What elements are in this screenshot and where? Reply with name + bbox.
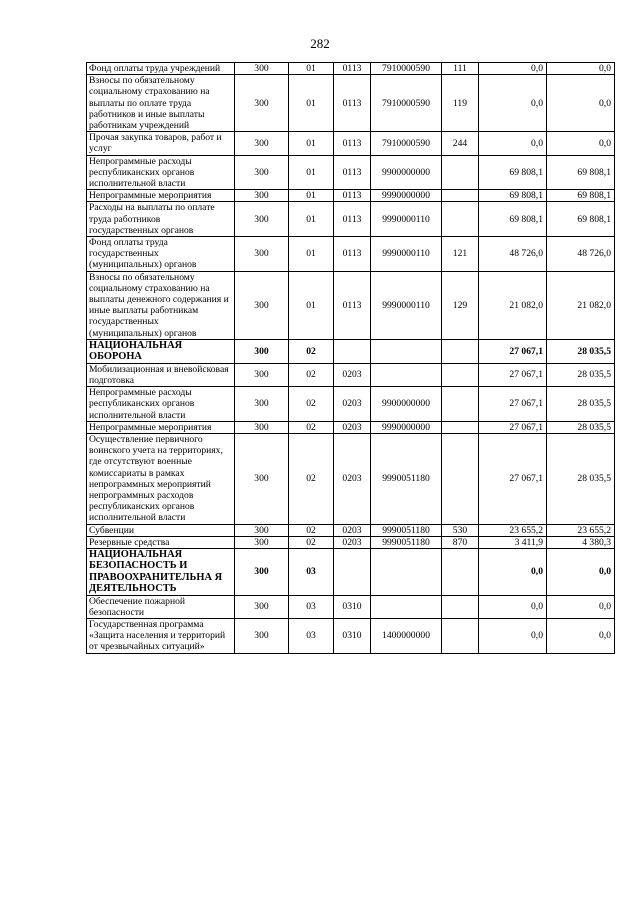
- cell-pr: 0310: [334, 595, 371, 618]
- cell-sum-2: 28 035,5: [547, 363, 615, 386]
- cell-sum-1: 0,0: [479, 618, 547, 653]
- cell-vr: [442, 421, 479, 433]
- cell-ved: 300: [235, 387, 289, 422]
- cell-sum-2: 69 808,1: [547, 202, 615, 237]
- table-row: [87, 524, 615, 536]
- cell-sum-1: 0,0: [479, 595, 547, 618]
- cell-sum-1: 27 067,1: [479, 387, 547, 422]
- cell-name: Непрограммные расходы республиканских органов исполнительной власти: [87, 155, 235, 190]
- cell-name: Субвенции: [87, 524, 235, 536]
- cell-rz: 02: [289, 433, 334, 524]
- table-row: [87, 155, 615, 190]
- table-row: [87, 190, 615, 202]
- cell-rz: 01: [289, 75, 334, 132]
- cell-ved: 300: [235, 132, 289, 155]
- cell-rz: 01: [289, 237, 334, 272]
- cell-cs: 7910000590: [371, 63, 442, 75]
- cell-pr: 0113: [334, 271, 371, 339]
- cell-sum-2: 0,0: [547, 548, 615, 595]
- cell-vr: 121: [442, 237, 479, 272]
- cell-sum-2: 48 726,0: [547, 237, 615, 272]
- cell-cs: 7910000590: [371, 75, 442, 132]
- cell-pr: 0113: [334, 155, 371, 190]
- cell-pr: [334, 339, 371, 363]
- table-row: [87, 618, 615, 653]
- cell-sum-2: 28 035,5: [547, 421, 615, 433]
- cell-sum-2: 69 808,1: [547, 190, 615, 202]
- cell-name: Осуществление первичного воинского учета на территориях, где отсутствуют военные комиссариаты в рамках непрограммных мероприятий непрограммных расходов республиканских органов исполнительной власти: [87, 433, 235, 524]
- cell-ved: 300: [235, 155, 289, 190]
- cell-cs: 9900000000: [371, 155, 442, 190]
- cell-sum-1: 69 808,1: [479, 190, 547, 202]
- cell-sum-2: 0,0: [547, 132, 615, 155]
- cell-name: Непрограммные мероприятия: [87, 190, 235, 202]
- cell-pr: 0203: [334, 536, 371, 548]
- cell-sum-1: 27 067,1: [479, 433, 547, 524]
- cell-name: Государственная программа «Защита населения и территорий от чрезвычайных ситуаций»: [87, 618, 235, 653]
- cell-ved: 300: [235, 363, 289, 386]
- cell-ved: 300: [235, 202, 289, 237]
- cell-rz: 01: [289, 190, 334, 202]
- cell-pr: 0203: [334, 363, 371, 386]
- cell-cs: 9990000110: [371, 271, 442, 339]
- cell-pr: 0203: [334, 433, 371, 524]
- cell-sum-2: 21 082,0: [547, 271, 615, 339]
- cell-pr: 0310: [334, 618, 371, 653]
- table-row: [87, 548, 615, 595]
- table-row: [87, 202, 615, 237]
- cell-rz: 01: [289, 202, 334, 237]
- cell-sum-2: 28 035,5: [547, 387, 615, 422]
- table-row: [87, 132, 615, 155]
- cell-ved: 300: [235, 421, 289, 433]
- table-row: [87, 63, 615, 75]
- cell-vr: 870: [442, 536, 479, 548]
- cell-ved: 300: [235, 339, 289, 363]
- cell-vr: [442, 363, 479, 386]
- cell-sum-1: 27 067,1: [479, 339, 547, 363]
- cell-cs: [371, 595, 442, 618]
- cell-sum-1: 0,0: [479, 132, 547, 155]
- cell-sum-2: 28 035,5: [547, 433, 615, 524]
- cell-vr: [442, 548, 479, 595]
- cell-cs: 9990051180: [371, 536, 442, 548]
- cell-sum-1: 0,0: [479, 63, 547, 75]
- cell-sum-2: 4 380,3: [547, 536, 615, 548]
- cell-pr: 0113: [334, 132, 371, 155]
- cell-name: НАЦИОНАЛЬНАЯ ОБОРОНА: [87, 339, 235, 363]
- cell-rz: 03: [289, 548, 334, 595]
- cell-pr: 0113: [334, 75, 371, 132]
- cell-pr: 0113: [334, 63, 371, 75]
- cell-ved: 300: [235, 190, 289, 202]
- cell-vr: 111: [442, 63, 479, 75]
- cell-sum-2: 0,0: [547, 618, 615, 653]
- cell-vr: [442, 433, 479, 524]
- cell-sum-1: 69 808,1: [479, 155, 547, 190]
- cell-vr: [442, 202, 479, 237]
- cell-sum-1: 3 411,9: [479, 536, 547, 548]
- table-row: [87, 433, 615, 524]
- table-row: [87, 387, 615, 422]
- cell-name: Прочая закупка товаров, работ и услуг: [87, 132, 235, 155]
- cell-sum-2: 0,0: [547, 75, 615, 132]
- budget-table-body: [87, 63, 615, 654]
- cell-pr: 0113: [334, 190, 371, 202]
- cell-cs: 9990051180: [371, 433, 442, 524]
- cell-name: Непрограммные расходы республиканских органов исполнительной власти: [87, 387, 235, 422]
- cell-cs: [371, 548, 442, 595]
- cell-rz: 02: [289, 536, 334, 548]
- cell-sum-1: 21 082,0: [479, 271, 547, 339]
- cell-cs: 9900000000: [371, 387, 442, 422]
- cell-vr: [442, 387, 479, 422]
- table-row: [87, 536, 615, 548]
- cell-sum-2: 23 655,2: [547, 524, 615, 536]
- table-row: [87, 75, 615, 132]
- cell-cs: 9990000000: [371, 190, 442, 202]
- cell-rz: 03: [289, 595, 334, 618]
- cell-rz: 02: [289, 421, 334, 433]
- cell-ved: 300: [235, 548, 289, 595]
- cell-vr: 244: [442, 132, 479, 155]
- cell-sum-1: 69 808,1: [479, 202, 547, 237]
- cell-name: Взносы по обязательному социальному страхованию на выплаты по оплате труда работников и иные выплаты работникам учреждений: [87, 75, 235, 132]
- cell-rz: 01: [289, 271, 334, 339]
- cell-cs: 9990000110: [371, 237, 442, 272]
- cell-name: Резервные средства: [87, 536, 235, 548]
- cell-rz: 01: [289, 63, 334, 75]
- cell-cs: 9990000110: [371, 202, 442, 237]
- cell-ved: 300: [235, 433, 289, 524]
- cell-sum-1: 0,0: [479, 75, 547, 132]
- cell-rz: 01: [289, 155, 334, 190]
- cell-name: Фонд оплаты труда учреждений: [87, 63, 235, 75]
- cell-vr: 129: [442, 271, 479, 339]
- cell-sum-2: 69 808,1: [547, 155, 615, 190]
- cell-name: Обеспечение пожарной безопасности: [87, 595, 235, 618]
- cell-rz: 02: [289, 339, 334, 363]
- cell-vr: [442, 618, 479, 653]
- cell-rz: 02: [289, 524, 334, 536]
- cell-vr: [442, 339, 479, 363]
- cell-vr: [442, 155, 479, 190]
- cell-ved: 300: [235, 63, 289, 75]
- cell-sum-2: 0,0: [547, 595, 615, 618]
- cell-name: Взносы по обязательному социальному страхованию на выплаты денежного содержания и иные выплаты работникам государственных (муниципальных) органов: [87, 271, 235, 339]
- table-row: [87, 363, 615, 386]
- cell-cs: 9990000000: [371, 421, 442, 433]
- cell-rz: 01: [289, 132, 334, 155]
- cell-pr: [334, 548, 371, 595]
- table-row: [87, 421, 615, 433]
- cell-name: Мобилизационная и вневойсковая подготовка: [87, 363, 235, 386]
- cell-vr: [442, 190, 479, 202]
- cell-pr: 0203: [334, 421, 371, 433]
- cell-vr: [442, 595, 479, 618]
- cell-cs: 9990051180: [371, 524, 442, 536]
- cell-name: НАЦИОНАЛЬНАЯ БЕЗОПАСНОСТЬ И ПРАВООХРАНИТЕЛЬНА Я ДЕЯТЕЛЬНОСТЬ: [87, 548, 235, 595]
- cell-sum-1: 48 726,0: [479, 237, 547, 272]
- cell-ved: 300: [235, 75, 289, 132]
- cell-pr: 0113: [334, 237, 371, 272]
- cell-ved: 300: [235, 271, 289, 339]
- table-row: [87, 237, 615, 272]
- cell-rz: 03: [289, 618, 334, 653]
- cell-cs: [371, 339, 442, 363]
- cell-ved: 300: [235, 237, 289, 272]
- table-row: [87, 271, 615, 339]
- cell-vr: 119: [442, 75, 479, 132]
- cell-sum-1: 23 655,2: [479, 524, 547, 536]
- cell-cs: 1400000000: [371, 618, 442, 653]
- cell-pr: 0203: [334, 524, 371, 536]
- cell-name: Непрограммные мероприятия: [87, 421, 235, 433]
- cell-ved: 300: [235, 536, 289, 548]
- cell-ved: 300: [235, 524, 289, 536]
- cell-cs: 7910000590: [371, 132, 442, 155]
- table-row: [87, 339, 615, 363]
- cell-pr: 0113: [334, 202, 371, 237]
- cell-sum-2: 0,0: [547, 63, 615, 75]
- cell-sum-1: 27 067,1: [479, 363, 547, 386]
- cell-vr: 530: [442, 524, 479, 536]
- cell-rz: 02: [289, 387, 334, 422]
- budget-table: [86, 62, 615, 654]
- cell-rz: 02: [289, 363, 334, 386]
- cell-sum-1: 27 067,1: [479, 421, 547, 433]
- cell-sum-1: 0,0: [479, 548, 547, 595]
- cell-ved: 300: [235, 595, 289, 618]
- cell-name: Фонд оплаты труда государственных (муниципальных) органов: [87, 237, 235, 272]
- table-row: [87, 595, 615, 618]
- cell-ved: 300: [235, 618, 289, 653]
- cell-name: Расходы на выплаты по оплате труда работников государственных органов: [87, 202, 235, 237]
- cell-pr: 0203: [334, 387, 371, 422]
- cell-cs: [371, 363, 442, 386]
- cell-sum-2: 28 035,5: [547, 339, 615, 363]
- page-number: 282: [310, 36, 330, 51]
